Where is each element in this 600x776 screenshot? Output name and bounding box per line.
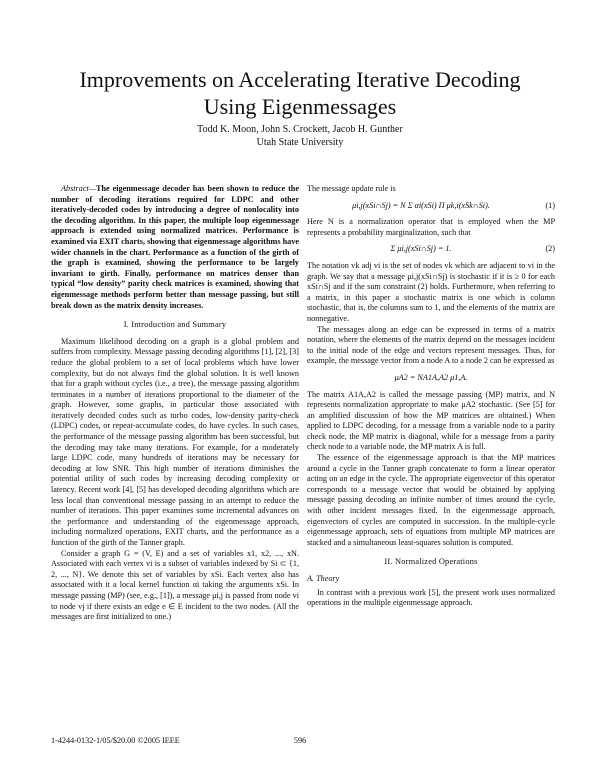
right-paragraph-2: The messages along an edge can be expressed in terms of a matrix notation, where the elements of the matrix depend on the messages incident to the initial node of the edge and vectors represent messages. Thus, for example, the message vector from a node A to a node 2 can be expressed as (307, 324, 555, 366)
title-line-2: Using Eigenmessages (203, 94, 397, 119)
abstract-lead: Abstract— (61, 184, 97, 193)
author-block (0, 123, 600, 149)
right-paragraph-3: The matrix A1A,A2 is called the message passing (MP) matrix, and N represents normalization appropriate to make μA2 stochastic. (See [5] for an amplified discussion of how the MP matrices are obtained.) When applied to LDPC decoding, for a message from a variable node to a parity check node, the MP matrix is diagonal, while for a message from a parity check node to a variable node, the MP matrix A is full. (307, 389, 555, 452)
right-paragraph-a: Here N is a normalization operator that is employed when the MP represents a probability marginalization, such that (307, 217, 555, 237)
title-line-1: Improvements on Accelerating Iterative Decoding (79, 67, 521, 92)
subsection-heading-a: A. Theory (307, 574, 340, 583)
equation-1-body: μi,j(xSi∩Sj) = N Σ αi(xSi) Π μk,i(xSk∩Si). (352, 200, 490, 210)
right-column (307, 184, 555, 609)
equation-1 (307, 201, 555, 212)
abstract-text: The eigenmessage decoder has been shown to reduce the number of decoding iterations required for LDPC and other iteratively-decoded codes by introducing a degree of nonlocality into the decoding algorithm. In this paper, the multiple loop eigenmessage approach is extended using normalized matrices. Performance is examined via EXIT charts, showing that eigenmessage algorithms have wider channels in the chart. Performance as a function of the girth of the graph is examined, showing the performance to be largely invariant to girth. Finally, performance on matrices denser than typical “low density” parity check matrices is examined, showing that eigenmessage methods perform better than message passing, but still break down as the matrix density increases. (51, 184, 299, 310)
authors: Todd K. Moon, John S. Crockett, Jacob H. Gunther (197, 124, 403, 135)
abstract (51, 184, 299, 311)
equation-2-body: Σ μi,j(xSi∩Sj) = 1. (390, 244, 452, 254)
right-paragraph-5: In contrast with a previous work [5], the present work uses normalized operations in the multiple eigenmessage approach. (307, 587, 555, 608)
equation-2-number: (2) (545, 244, 555, 254)
page-number: 596 (293, 736, 307, 745)
equation-2 (307, 244, 555, 255)
affiliation: Utah State University (256, 137, 344, 148)
section-heading-1: I. Introduction and Summary (123, 320, 227, 330)
equation-1-number: (1) (545, 200, 555, 210)
left-paragraph-1: Maximum likelihood decoding on a graph is a global problem and suffers from complexity. Message passing decoding algorithms [1], [2], [3] reduce the global problem to a set of local problems which have lower complexity, but do not always find the global solution. It is well known that for a graph without cycles (i.e., a tree), the message passing algorithm terminates in a number of iterations proportional to the diameter of the graph. However, some graphs, in particular those associated with iteratively decoded codes such as turbo codes, low-density parity-check (LDPC) codes, or repeat-accumulate codes, do have cycles. In such cases, the performance of the message passing algorithm has been successful, but the decoding may take many iterations. For example, for a moderately large LDPC code, many hundreds of iterations may be necessary for decoding at low SNR. This high number of iterations diminishes the potential utility of such codes by increasing decoding complexity or latency. Recent work [4], [5] has developed decoding algorithms which are less local than conventional message passing in an attempt to reduce the number of iterations. This paper examines some incremental advances on the performance and understanding of the eigenmessage approach, including normalized operations, EXIT charts, and the performance as a function of the girth of the Tanner graph. (51, 336, 299, 547)
right-paragraph-4: The essence of the eigenmessage approach is that the MP matrices around a cycle in the Tanner graph concatenate to form a linear operator acting on an edge in the cycle. The appropriate eigenvector of this operator corresponds to a message vector that would be obtained by applying message passing decoding an infinite number of times around the cycle, with other incident messages fixed. In the eigenmessage approach, eigenvectors of cycles are computed in succession. In the multiple-cycle eigenmessage approach, sets of equations from multiple MP matrices are stacked and a simultaneous least-squares solution is computed. (307, 453, 555, 547)
equation-3-body: μA2 = NA1A,A2 μ1,A. (394, 372, 468, 382)
right-paragraph-1: The notation vk adj vi is the set of nodes vk which are adjacent to vi in the graph. We say that a message μi,j(xSi∩Sj) is stochastic if it is ≥ 0 for each xSi∩Sj and if the sum constraint (2) holds. Furthermore, when referring to a matrix, in this paper a stochastic matrix is one which is column stochastic, that is, the columns sum to 1, and the elements of the matrix are nonnegative. (307, 260, 555, 323)
paper-title (0, 66, 600, 120)
copyright-footer: 1-4244-0132-1/05/$20.00 ©2005 IEEE (51, 736, 180, 745)
left-paragraph-2: Consider a graph G = (V, E) and a set of variables x1, x2, ..., xN. Associated with each vertex vi is a subset of variables indexed by Si ⊂ {1, 2, ..., N}. We denote this set of variables by xSi. Each vertex also has associated with it a local kernel function αi taking the arguments xSi. In message passing (MP) (see, e.g., [1]), a message μi,j is passed from node vi to node vj if there exists an edge e ∈ E incident to the two nodes. (All the messages are first initialized to one.) (51, 548, 299, 622)
left-column (51, 184, 299, 623)
equation-3 (307, 373, 555, 384)
section-heading-2: II. Normalized Operations (384, 557, 478, 567)
right-intro: The message update rule is (307, 184, 396, 193)
